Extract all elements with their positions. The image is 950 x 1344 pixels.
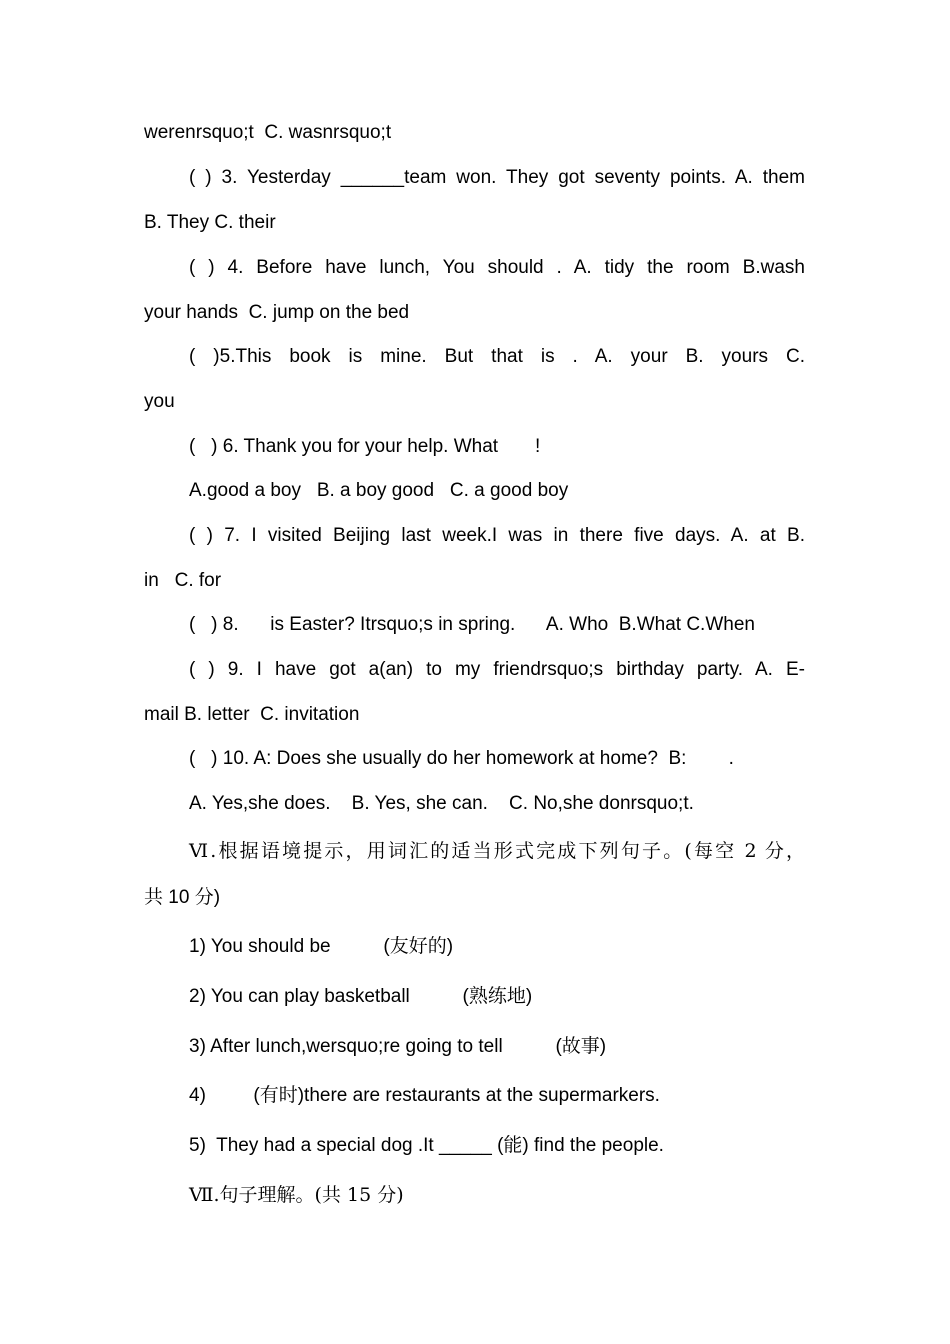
options-6: A.good a boy B. a boy good C. a good boy	[189, 480, 569, 501]
text-line: in C. for	[144, 570, 222, 591]
question-9: ( ) 9. I have got a(an) to my friendrsquo;s birthday party. A. E-	[189, 659, 805, 680]
question-4: ( ) 4. Before have lunch, You should . A. tidy the room B.wash	[189, 257, 805, 278]
fill-item-3: 3) After lunch,wersquo;re going to tell (故事)	[189, 1036, 607, 1057]
text-line: B. They C. their	[144, 212, 276, 233]
options-10: A. Yes,she does. B. Yes, she can. C. No,she donrsquo;t.	[189, 793, 694, 814]
text-line: mail B. letter C. invitation	[144, 704, 360, 725]
text-line: 共 10 分)	[144, 887, 221, 908]
text-line: your hands C. jump on the bed	[144, 302, 410, 323]
question-8: ( ) 8. is Easter? Itrsquo;s in spring. A. Who B.What C.When	[189, 614, 755, 635]
question-10: ( ) 10. A: Does she usually do her homework at home? B: .	[189, 748, 734, 769]
section-6-heading: Ⅵ.根据语境提示，用词汇的适当形式完成下列句子。(每空 2 分，	[189, 840, 805, 862]
question-7: ( ) 7. I visited Beijing last week.I was in there five days. A. at B.	[189, 525, 805, 546]
text-line: werenrsquo;t C. wasnrsquo;t	[144, 122, 392, 143]
fill-item-4: 4) (有时)there are restaurants at the supermarkers.	[189, 1085, 660, 1106]
fill-item-1: 1) You should be (友好的)	[189, 936, 454, 957]
question-5: ( )5.This book is mine. But that is . A. your B. yours C.	[189, 346, 805, 367]
text-line: you	[144, 391, 175, 412]
question-3: ( ) 3. Yesterday ______team won. They got seventy points. A. them	[189, 167, 805, 188]
fill-item-2: 2) You can play basketball (熟练地)	[189, 986, 533, 1007]
section-7-heading: Ⅶ.句子理解。(共 15 分)	[189, 1184, 404, 1206]
fill-item-5: 5) They had a special dog .It _____ (能) find the people.	[189, 1135, 664, 1156]
question-6: ( ) 6. Thank you for your help. What !	[189, 436, 541, 457]
